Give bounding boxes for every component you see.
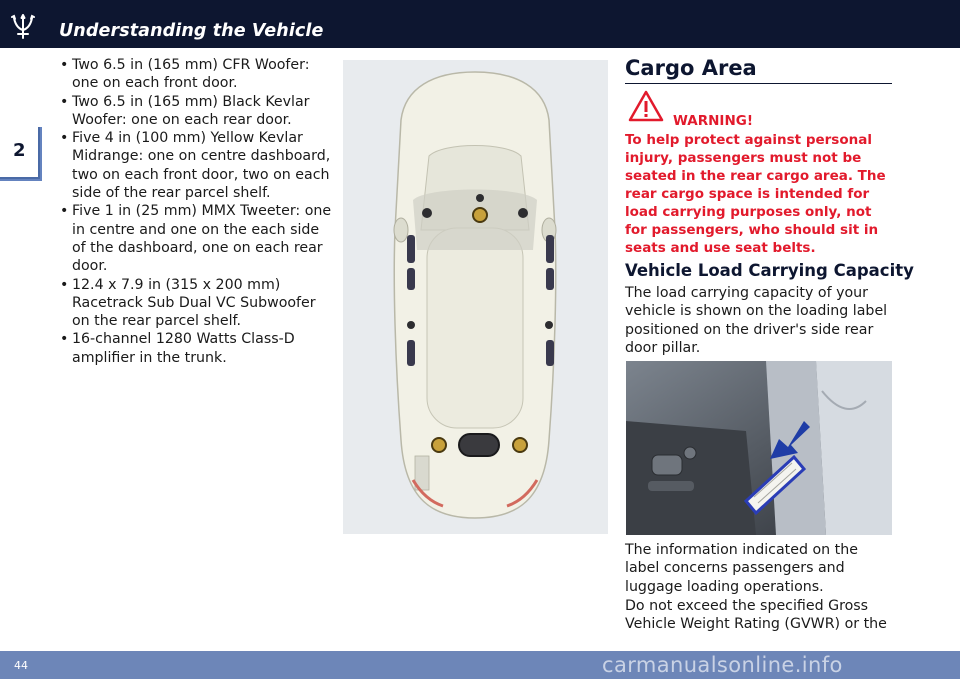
label-info-paragraph: The information indicated on the label concerns passengers and luggage loading operations. <box>625 542 858 595</box>
page-header <box>0 0 960 48</box>
cargo-heading: Cargo Area <box>625 56 757 80</box>
list-item: • Two 6.5 in (165 mm) Black Kevlar Woofer: one on each rear door. <box>58 93 336 130</box>
trident-logo-icon <box>8 10 38 40</box>
watermark: carmanualsonline.info <box>602 653 843 677</box>
warning-text: To help protect against personal injury, passengers must not be seated in the rear cargo area. The rear cargo space is intended for load carrying purposes only, not for passengers, who should sit in seats and use seat belts. <box>625 132 886 256</box>
page-footer <box>0 651 960 679</box>
list-item: • 12.4 x 7.9 in (315 x 200 mm) Racetrack Sub Dual VC Subwoofer on the rear parcel shelf. <box>58 276 336 331</box>
gvwr-paragraph: Do not exceed the specified Gross Vehicle Weight Rating (GVWR) or the <box>625 598 887 633</box>
warning-triangle-icon <box>627 89 665 123</box>
load-capacity-heading: Vehicle Load Carrying Capacity <box>625 261 914 280</box>
chapter-tab <box>0 127 42 181</box>
page-number: 44 <box>14 659 28 672</box>
chapter-number: 2 <box>13 140 26 161</box>
car-top-view <box>343 60 608 534</box>
speaker-list <box>58 56 336 367</box>
warning-label: WARNING! <box>673 113 753 129</box>
list-item: • Two 6.5 in (165 mm) CFR Woofer: one on each front door. <box>58 56 336 93</box>
list-item: • 16-channel 1280 Watts Class-D amplifier in the trunk. <box>58 330 336 367</box>
door-pillar-label-photo <box>626 361 892 535</box>
page-title: Understanding the Vehicle <box>59 21 324 41</box>
heading-divider <box>625 83 892 84</box>
load-capacity-paragraph: The load carrying capacity of your vehicle is shown on the loading label positioned on the driver's side rear door pillar. <box>625 285 888 356</box>
speaker-layout-illustration <box>343 60 608 534</box>
list-item: • Five 4 in (100 mm) Yellow Kevlar Midrange: one on centre dashboard, two on each front door, two on each side of the rear parcel shelf. <box>58 129 336 202</box>
list-item: • Five 1 in (25 mm) MMX Tweeter: one in centre and one on the each side of the dashboard, one on each rear door. <box>58 202 336 275</box>
